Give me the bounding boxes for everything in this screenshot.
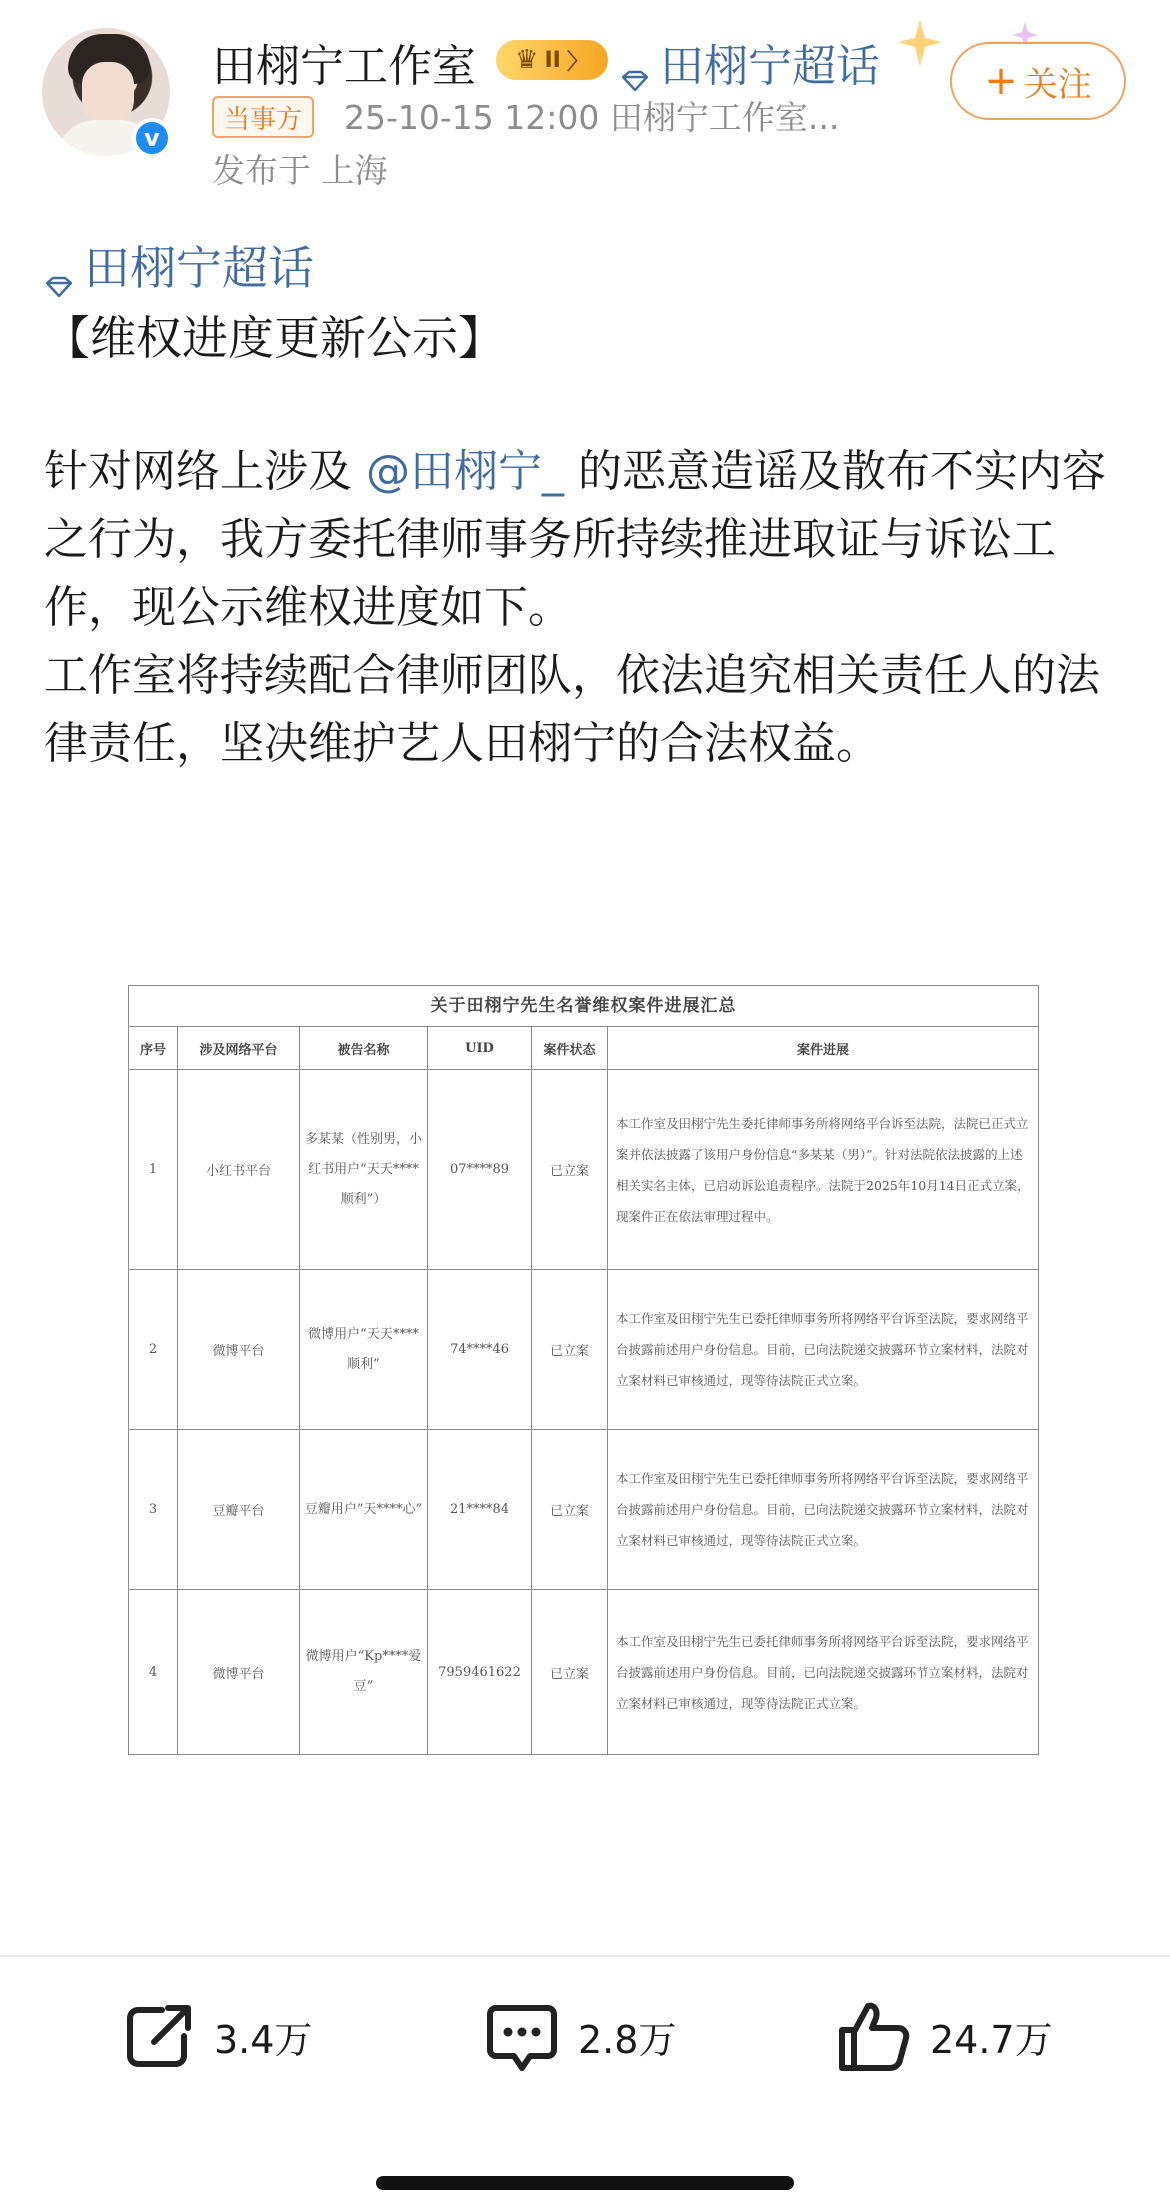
post-paragraph-1: 针对网络上涉及 @田栩宁_ 的恶意造谣及散布不实内容之行为，我方委托律师事务所持续推进取证与诉讼工作，现公示维权进度如下。 (44, 446, 1106, 633)
col-header: 涉及网络平台 (178, 1027, 300, 1070)
cell-progress: 本工作室及田栩宁先生已委托律师事务所将网络平台诉至法院，要求网络平台披露前述用户身份信息。目前，已向法院递交披露环节立案材料，法院对立案材料已审核通过，现等待法院正式立案。 (608, 1590, 1039, 1755)
diamond-icon (44, 255, 74, 275)
follow-button[interactable]: + 关注 (950, 42, 1126, 120)
share-icon (118, 1996, 198, 2076)
author-name[interactable]: 田栩宁工作室 (212, 41, 476, 92)
mention-link[interactable]: @田栩宁_ (366, 446, 564, 497)
cell-defendant: 微博用户“天天****顺利” (300, 1270, 428, 1430)
diamond-icon (620, 52, 650, 72)
cell-platform: 微博平台 (178, 1590, 300, 1755)
table-row (129, 1430, 1039, 1590)
verified-badge-icon: v (132, 118, 172, 158)
supertopic-link-header[interactable]: 田栩宁超话 (620, 30, 880, 94)
col-header: 序号 (129, 1027, 178, 1070)
cell-status: 已立案 (532, 1430, 608, 1590)
post-location: 发布于 上海 (212, 151, 388, 190)
post-title: 【维权进度更新公示】 (44, 311, 504, 365)
thumbs-up-icon (834, 1996, 914, 2076)
cell-platform: 微博平台 (178, 1270, 300, 1430)
cell-uid: 21****84 (428, 1430, 532, 1590)
chevron-right-icon: 〉 (566, 49, 589, 75)
table-title: 关于田栩宁先生名誉维权案件进展汇总 (128, 985, 1039, 1026)
home-indicator[interactable] (376, 2176, 794, 2190)
repost-count: 3.4万 (214, 2017, 313, 2062)
comment-icon (482, 1996, 562, 2076)
member-level-badge[interactable] (496, 40, 608, 80)
cell-progress: 本工作室及田栩宁先生委托律师事务所将网络平台诉至法院，法院已正式立案并依法披露了该用户身份信息“多某某（男）”。针对法院依法披露的上述相关实名主体，已启动诉讼追责程序。法院于2025年10月14日正式立案，现案件正在依法审理过程中。 (608, 1070, 1039, 1270)
comment-count: 2.8万 (578, 2017, 677, 2062)
like-button[interactable] (834, 1990, 1053, 2082)
cell-status: 已立案 (532, 1270, 608, 1430)
level-text: II (544, 47, 561, 73)
cell-no: 4 (129, 1590, 178, 1755)
cell-uid: 7959461622 (428, 1590, 532, 1755)
cell-defendant: 多某某（性别男，小红书用户“天天****顺利”） (300, 1070, 428, 1270)
cell-defendant: 豆瓣用户“天****心” (300, 1430, 428, 1590)
table-row (129, 1270, 1039, 1430)
cell-no: 1 (129, 1070, 178, 1270)
col-header: 被告名称 (300, 1027, 428, 1070)
footer-divider (0, 1955, 1170, 1957)
cell-uid: 74****46 (428, 1270, 532, 1430)
table-row (129, 1070, 1039, 1270)
post-paragraph-2: 工作室将持续配合律师团队，依法追究相关责任人的法律责任，坚决维护艺人田栩宁的合法权益。 (44, 650, 1100, 769)
cell-status: 已立案 (532, 1070, 608, 1270)
plus-icon: + (984, 58, 1018, 104)
col-header: 案件状态 (532, 1027, 608, 1070)
col-header: UID (428, 1027, 532, 1070)
post-meta[interactable]: 25-10-15 12:00 田栩宁工作室... (344, 98, 840, 137)
cell-platform: 小红书平台 (178, 1070, 300, 1270)
table-header-row (129, 1027, 1039, 1070)
comment-button[interactable] (482, 1990, 676, 2082)
cell-no: 2 (129, 1270, 178, 1430)
table-row (129, 1590, 1039, 1755)
like-count: 24.7万 (930, 2017, 1053, 2062)
party-tag: 当事方 (212, 96, 314, 138)
cell-status: 已立案 (532, 1590, 608, 1755)
crown-icon: ♛ (515, 45, 539, 75)
cell-progress: 本工作室及田栩宁先生已委托律师事务所将网络平台诉至法院，要求网络平台披露前述用户身份信息。目前，已向法院递交披露环节立案材料，法院对立案材料已审核通过，现等待法院正式立案。 (608, 1430, 1039, 1590)
case-progress-table (128, 985, 1039, 1755)
cell-platform: 豆瓣平台 (178, 1430, 300, 1590)
cell-defendant: 微博用户“Kp****爱豆” (300, 1590, 428, 1755)
col-header: 案件进展 (608, 1027, 1039, 1070)
repost-button[interactable] (118, 1990, 312, 2082)
cell-progress: 本工作室及田栩宁先生已委托律师事务所将网络平台诉至法院，要求网络平台披露前述用户身份信息。目前，已向法院递交披露环节立案材料，法院对立案材料已审核通过，现等待法院正式立案。 (608, 1270, 1039, 1430)
supertopic-link[interactable]: 田栩宁超话 (44, 232, 314, 298)
post-image[interactable] (128, 985, 1038, 1755)
cell-uid: 07****89 (428, 1070, 532, 1270)
cell-no: 3 (129, 1430, 178, 1590)
